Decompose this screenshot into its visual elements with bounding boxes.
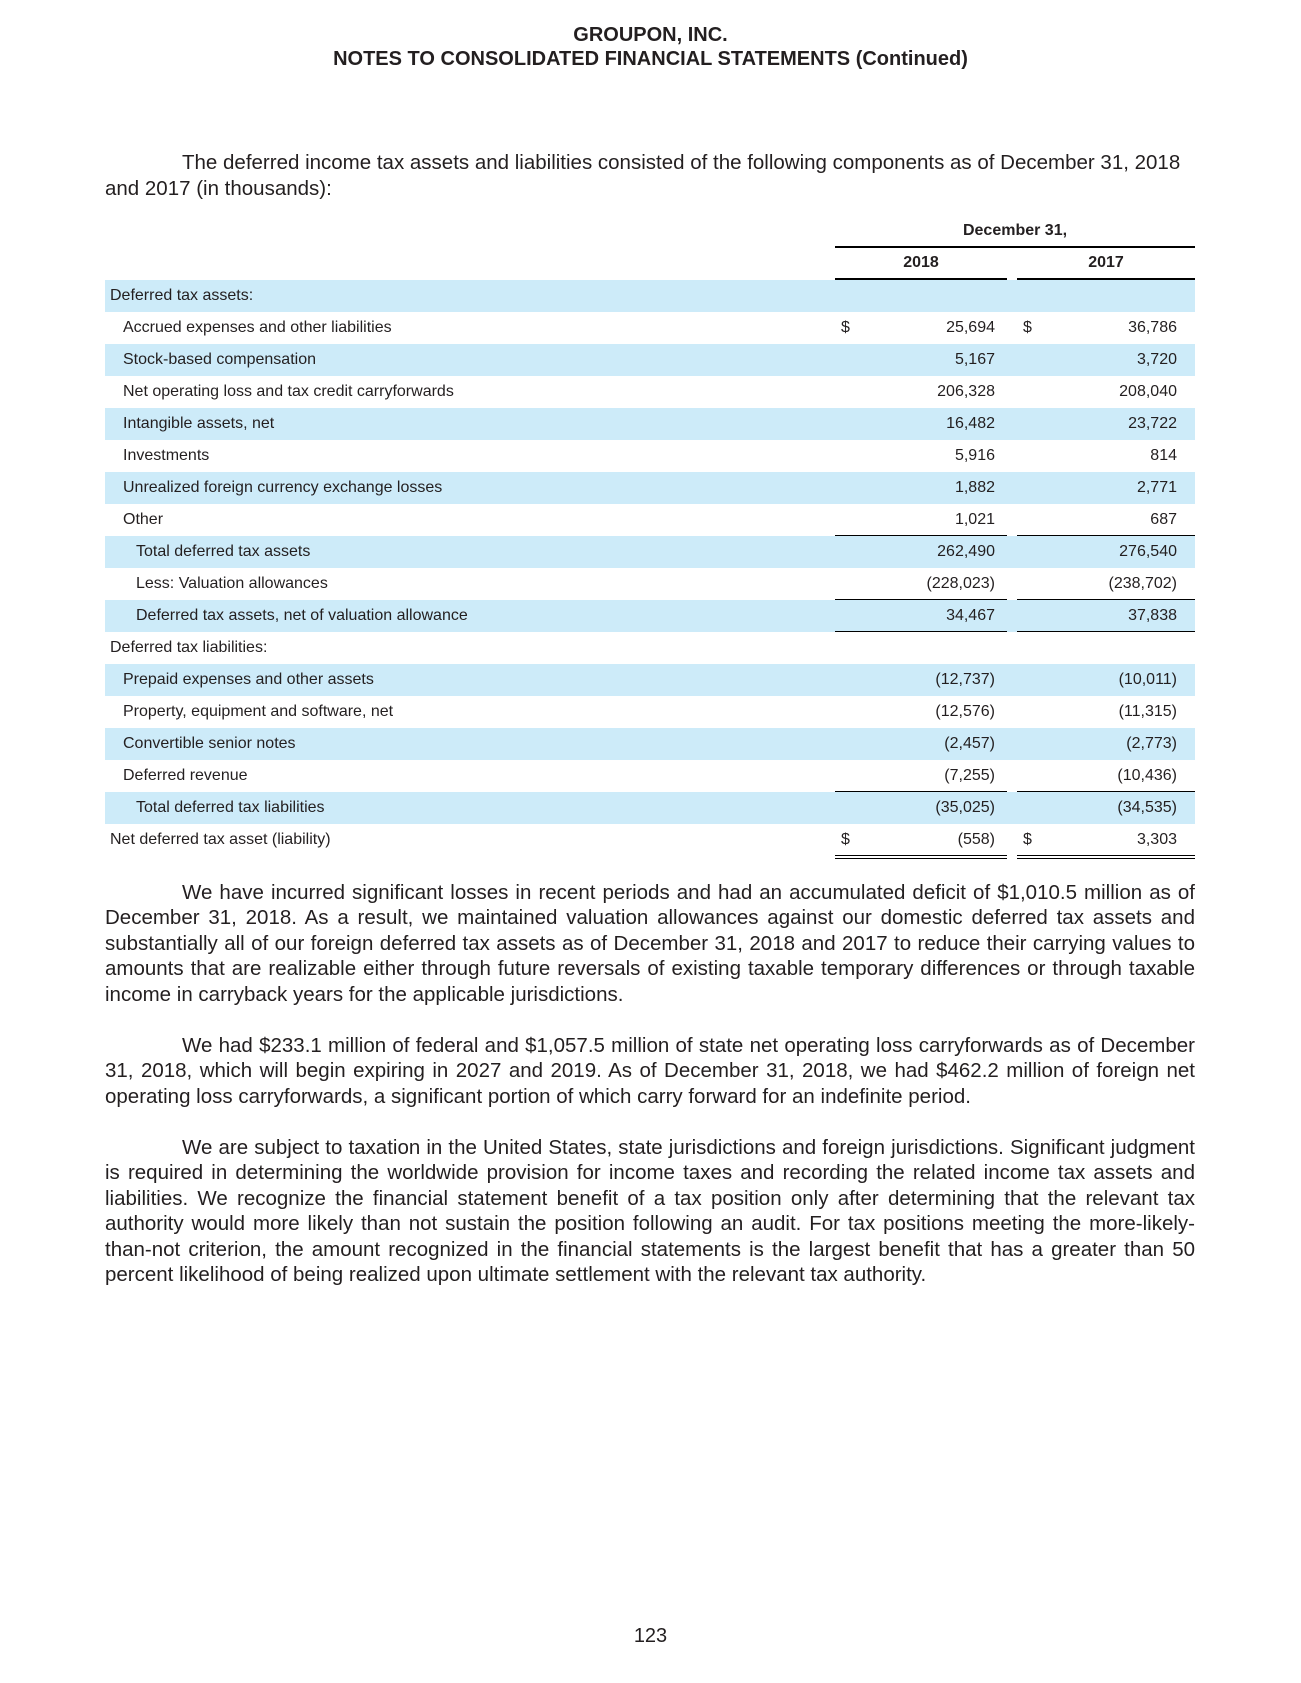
- value-2018: 1,882: [954, 479, 995, 496]
- subtotal-rule-2018: [835, 599, 1007, 600]
- currency-symbol-2017: $: [1023, 319, 1032, 336]
- table-row: [105, 728, 1195, 760]
- value-2018: 5,167: [954, 351, 995, 368]
- column-header-2017: 2017: [1088, 254, 1124, 271]
- value-2018: 206,328: [937, 383, 995, 400]
- row-label: Other: [123, 511, 164, 528]
- subtotal-rule-2018: [835, 791, 1007, 792]
- value-2017: 37,838: [1128, 607, 1177, 624]
- row-label: Investments: [123, 447, 210, 464]
- row-label: Deferred revenue: [123, 767, 248, 784]
- row-label: Prepaid expenses and other assets: [123, 671, 374, 688]
- row-label: Stock-based compensation: [123, 351, 316, 368]
- value-2018: 1,021: [954, 511, 995, 528]
- row-label: Deferred tax liabilities:: [110, 639, 268, 656]
- header-rule: [835, 246, 1195, 248]
- value-2018: (558): [957, 831, 995, 848]
- value-2018: (12,737): [935, 671, 995, 688]
- value-2018: 25,694: [946, 319, 995, 336]
- table-row: [105, 696, 1195, 728]
- value-2018: (12,576): [935, 703, 995, 720]
- table-row: [105, 568, 1195, 600]
- value-2018: 34,467: [946, 607, 995, 624]
- page-number: 123: [633, 1625, 668, 1647]
- value-2018: (7,255): [944, 767, 995, 784]
- value-2017: (2,773): [1126, 735, 1177, 752]
- table-row: [105, 536, 1195, 568]
- row-label: Property, equipment and software, net: [123, 703, 394, 720]
- value-2017: (10,436): [1117, 767, 1177, 784]
- currency-symbol-2017: $: [1023, 831, 1032, 848]
- table-row: [105, 440, 1195, 472]
- table-row: [105, 376, 1195, 408]
- row-label: Total deferred tax assets: [136, 543, 311, 560]
- paragraph-carryforwards: We had $233.1 million of federal and $1,057.5 million of state net operating loss carryforwards as of December 31, 2018, which will begin expiring in 2027 and 2019. As of December 31, 2018, we had $462.2 million of foreign net operating loss carryforwards, a significant portion of which carry forward for an indefinite period.: [105, 1034, 1195, 1108]
- paragraph-taxation: We are subject to taxation in the United States, state jurisdictions and foreign jurisdictions. Significant judgment is required in determining the worldwide provision for income taxes and recording the related income tax assets and liabilities. We recognize the financial statement benefit of a tax position only after determining that the relevant tax authority would more likely than not sustain the position following an audit. For tax positions meeting the more-likely-than-not criterion, the amount recognized in the financial statements is the largest benefit that has a greater than 50 percent likelihood of being realized upon ultimate settlement with the relevant tax authority.: [105, 1136, 1195, 1287]
- value-2017: (11,315): [1118, 703, 1177, 720]
- table-row: [105, 760, 1195, 792]
- value-2018: 16,482: [946, 415, 995, 432]
- value-2017: 276,540: [1119, 543, 1177, 560]
- column-header-2018: 2018: [903, 254, 939, 271]
- company-name: GROUPON, INC.: [573, 24, 728, 46]
- currency-symbol-2018: $: [841, 319, 850, 336]
- page-subtitle: NOTES TO CONSOLIDATED FINANCIAL STATEMENTS (Continued): [333, 48, 968, 70]
- total-rule-2018: [835, 855, 1007, 859]
- row-label: Intangible assets, net: [123, 415, 275, 432]
- row-label: Deferred tax assets:: [110, 287, 254, 304]
- value-2017: 3,303: [1136, 831, 1177, 848]
- table-row: [105, 824, 1195, 856]
- subtotal-rule-2018: [835, 535, 1007, 536]
- value-2017: (10,011): [1118, 671, 1177, 688]
- table-row: [105, 344, 1195, 376]
- table-row: [105, 504, 1195, 536]
- subtotal-rule-2017: [1017, 535, 1195, 536]
- value-2017: 2,771: [1136, 479, 1177, 496]
- value-2018: 5,916: [954, 447, 995, 464]
- period-header: December 31,: [962, 222, 1068, 239]
- table-row: [105, 280, 1195, 312]
- value-2017: 687: [1150, 511, 1177, 528]
- row-label: Net operating loss and tax credit carryforwards: [123, 383, 454, 400]
- value-2018: 262,490: [937, 543, 995, 560]
- value-2018: (35,025): [935, 799, 995, 816]
- value-2017: (34,535): [1117, 799, 1177, 816]
- table-row: [105, 664, 1195, 696]
- row-label: Convertible senior notes: [123, 735, 296, 752]
- row-label: Net deferred tax asset (liability): [110, 831, 331, 848]
- subtotal-rule-2017: [1017, 599, 1195, 600]
- value-2017: 23,722: [1128, 415, 1177, 432]
- row-label: Accrued expenses and other liabilities: [123, 319, 392, 336]
- paragraph-losses: We have incurred significant losses in recent periods and had an accumulated deficit of $1,010.5 million as of December 31, 2018. As a result, we maintained valuation allowances against our domestic deferred tax assets and substantially all of our foreign deferred tax assets as of December 31, 2018 and 2017 to reduce their carrying values to amounts that are realizable either through future reversals of existing taxable temporary differences or through taxable income in carryback years for the applicable jurisdictions.: [105, 881, 1195, 1006]
- table-row: [105, 408, 1195, 440]
- row-label: Unrealized foreign currency exchange losses: [123, 479, 443, 496]
- row-label: Total deferred tax liabilities: [136, 799, 325, 816]
- table-row: [105, 792, 1195, 824]
- total-rule-2017: [1017, 855, 1195, 859]
- row-label: Deferred tax assets, net of valuation allowance: [136, 607, 468, 624]
- subtotal-rule-2017: [1017, 791, 1195, 792]
- intro-paragraph: The deferred income tax assets and liabilities consisted of the following components as of December 31, 2018 and 2017 (in thousands):: [105, 151, 1181, 200]
- table-row: [105, 312, 1195, 344]
- value-2018: (228,023): [926, 575, 995, 592]
- value-2017: 208,040: [1119, 383, 1177, 400]
- table-row: [105, 600, 1195, 632]
- value-2017: 36,786: [1128, 319, 1177, 336]
- table-row: [105, 472, 1195, 504]
- row-label: Less: Valuation allowances: [136, 575, 328, 592]
- value-2017: (238,702): [1108, 575, 1177, 592]
- currency-symbol-2018: $: [841, 831, 850, 848]
- table-row: [105, 632, 1195, 664]
- value-2017: 814: [1150, 447, 1177, 464]
- value-2018: (2,457): [944, 735, 995, 752]
- value-2017: 3,720: [1136, 351, 1177, 368]
